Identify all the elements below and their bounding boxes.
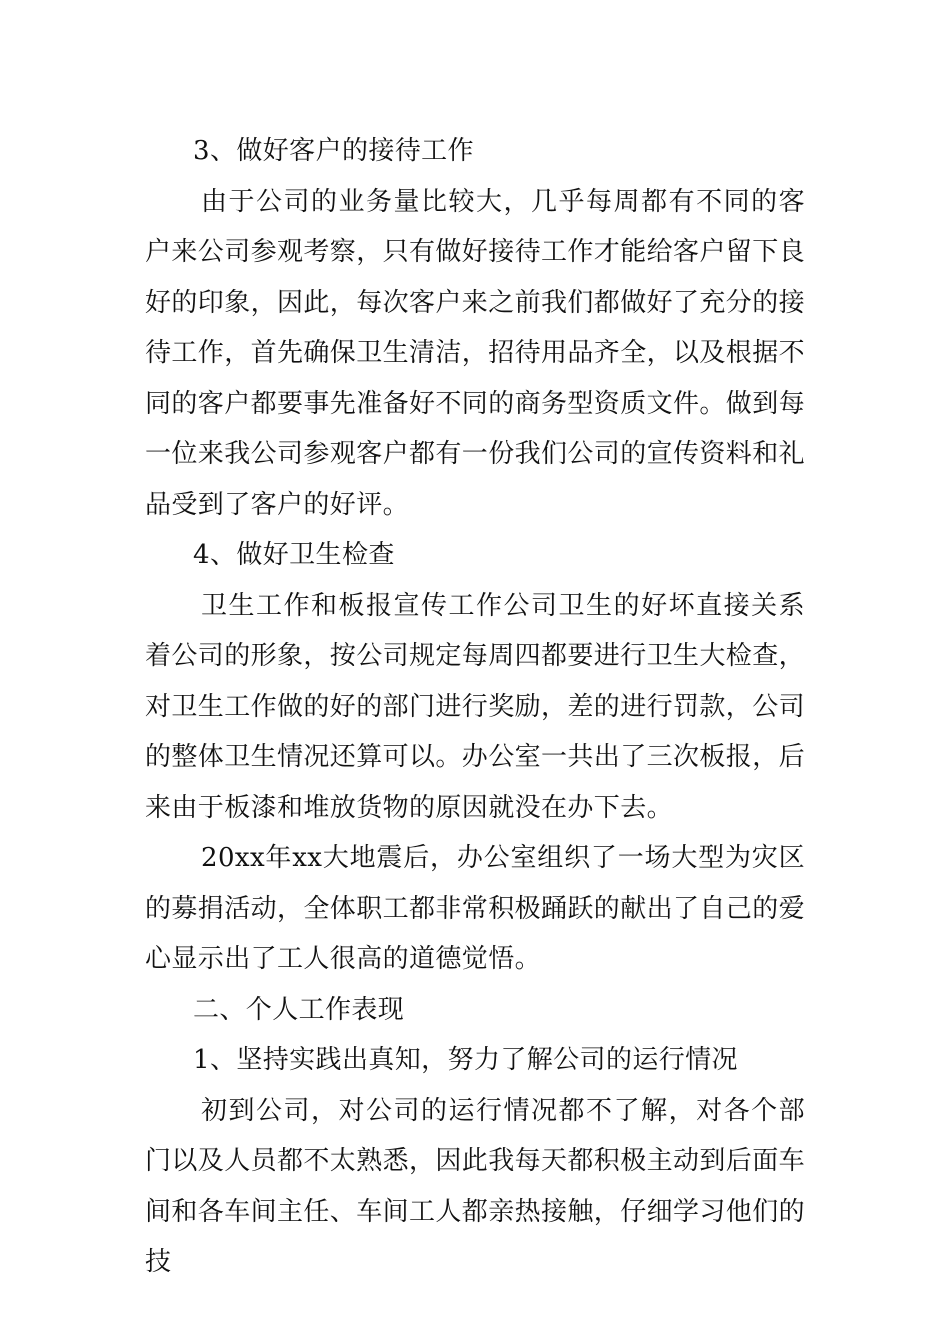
paragraph-reception: 由于公司的业务量比较大，几乎每周都有不同的客户来公司参观考察，只有做好接待工作才能给客户留下良好的印象，因此，每次客户来之前我们都做好了充分的接待工作，首先确保卫生清洁，招待用品齐全，以及根据不同的客户都要事先准备好不同的商务型资质文件。做到每一位来我公司参观客户都有一份我们公司的宣传资料和礼品受到了客户的好评。 bbox=[145, 186, 806, 520]
document-body bbox=[145, 126, 805, 1288]
section-heading-personal-performance: 二、个人工作表现 bbox=[193, 994, 405, 1025]
paragraph-hygiene: 卫生工作和板报宣传工作公司卫生的好坏直接关系着公司的形象，按公司规定每周四都要进行卫生大检查，对卫生工作做的好的部门进行奖励，差的进行罚款，公司的整体卫生情况还算可以。办公室一共出了三次板报，后来由于板漆和堆放货物的原因就没在办下去。 bbox=[145, 590, 806, 823]
paragraph-practice: 初到公司，对公司的运行情况都不了解，对各个部门以及人员都不太熟悉，因此我每天都积极主动到后面车间和各车间主任、车间工人都亲热接触，仔细学习他们的技 bbox=[145, 1095, 806, 1277]
section-heading-practice: 1、坚持实践出真知，努力了解公司的运行情况 bbox=[193, 1045, 738, 1075]
section-heading-reception: 3、做好客户的接待工作 bbox=[193, 136, 474, 166]
section-heading-hygiene: 4、做好卫生检查 bbox=[193, 540, 395, 570]
paragraph-earthquake-donation: 20xx年xx大地震后，办公室组织了一场大型为灾区的募捐活动，全体职工都非常积极踊跃的献出了自己的爱心显示出了工人很高的道德觉悟。 bbox=[145, 843, 806, 974]
